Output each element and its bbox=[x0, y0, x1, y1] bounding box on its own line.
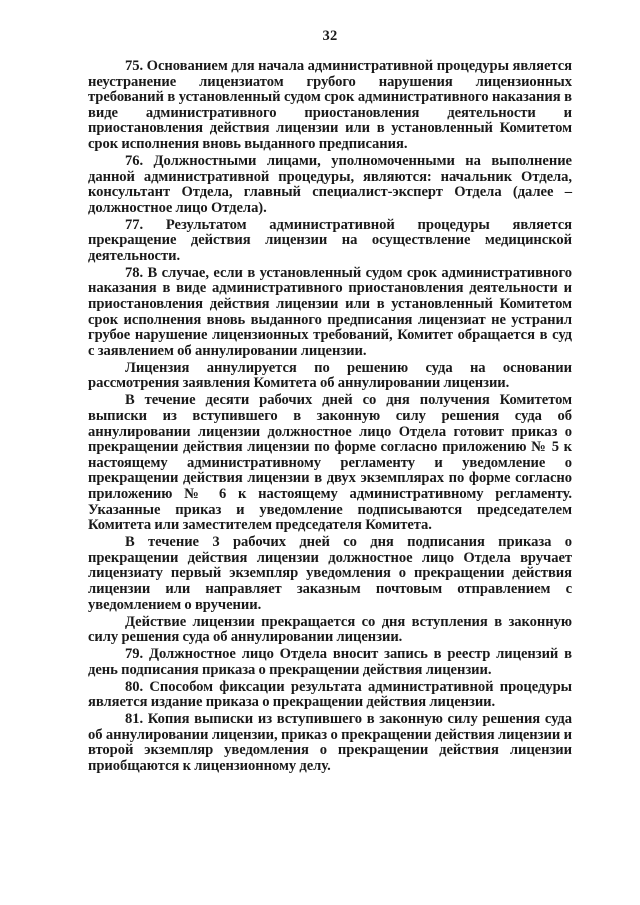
paragraph-78-termination-date: Действие лицензии прекращается со дня вступления в законную силу решения суда об аннулировании лицензии. bbox=[88, 613, 572, 646]
page-number: 32 bbox=[322, 28, 338, 44]
paragraph-77: 77. Результатом административной процедуры является прекращение действия лицензии на осуществление медицинской деятельности. bbox=[88, 216, 572, 264]
paragraph-80: 80. Способом фиксации результата административной процедуры является издание приказа о прекращении действия лицензии. bbox=[88, 678, 572, 711]
paragraph-76: 76. Должностными лицами, уполномоченными на выполнение данной административной процедуры, являются: начальник Отдела, консультант Отдела, главный специалист-эксперт Отдела (далее – должностное лицо Отдела). bbox=[88, 152, 572, 216]
paragraph-78-license-annulment: Лицензия аннулируется по решению суда на основании рассмотрения заявления Комитета об аннулировании лицензии. bbox=[88, 359, 572, 392]
paragraph-78-order-preparation: В течение десяти рабочих дней со дня получения Комитетом выписки из вступившего в законную силу решения суда об аннулировании лицензии должностное лицо Отдела готовит приказ о прекращении действия лицензии по форме согласно приложению № 5 к настоящему административному регламенту и уведомление о прекращении действия лицензии в двух экземплярах по форме согласно приложению № 6 к настоящему административному регламенту. Указанные приказ и уведомление подписываются председателем Комитета или заместителем председателя Комитета. bbox=[88, 392, 572, 534]
paragraph-78: 78. В случае, если в установленный судом срок административного наказания в виде административного приостановления деятельности и приостановления действия лицензии или в установленный Комитетом срок исполнения вновь выданного предписания лицензиат не устранил грубое нарушение лицензионных требований, Комитет обращается в суд с заявлением об аннулировании лицензии. bbox=[88, 264, 572, 359]
paragraph-75: 75. Основанием для начала административной процедуры является неустранение лицензиатом грубого нарушения лицензионных требований в установленный судом срок административного наказания в виде административного приостановления деятельности и приостановления действия лицензии или в установленный Комитетом срок исполнения вновь выданного предписания. bbox=[88, 58, 572, 152]
paragraph-81: 81. Копия выписки из вступившего в законную силу решения суда об аннулировании лицензии, приказ о прекращении действия лицензии и второй экземпляр уведомления о прекращении действия лицензии приобщаются к лицензионному делу. bbox=[88, 711, 572, 775]
paragraph-78-notification-delivery: В течение 3 рабочих дней со дня подписания приказа о прекращении действия лицензии должностное лицо Отдела вручает лицензиату первый экземпляр уведомления о прекращении действия лицензии или направляет заказным почтовым отправлением с уведомлением о вручении. bbox=[88, 534, 572, 613]
paragraph-79: 79. Должностное лицо Отдела вносит запись в реестр лицензий в день подписания приказа о прекращении действия лицензии. bbox=[88, 646, 572, 678]
document-page bbox=[88, 28, 572, 776]
